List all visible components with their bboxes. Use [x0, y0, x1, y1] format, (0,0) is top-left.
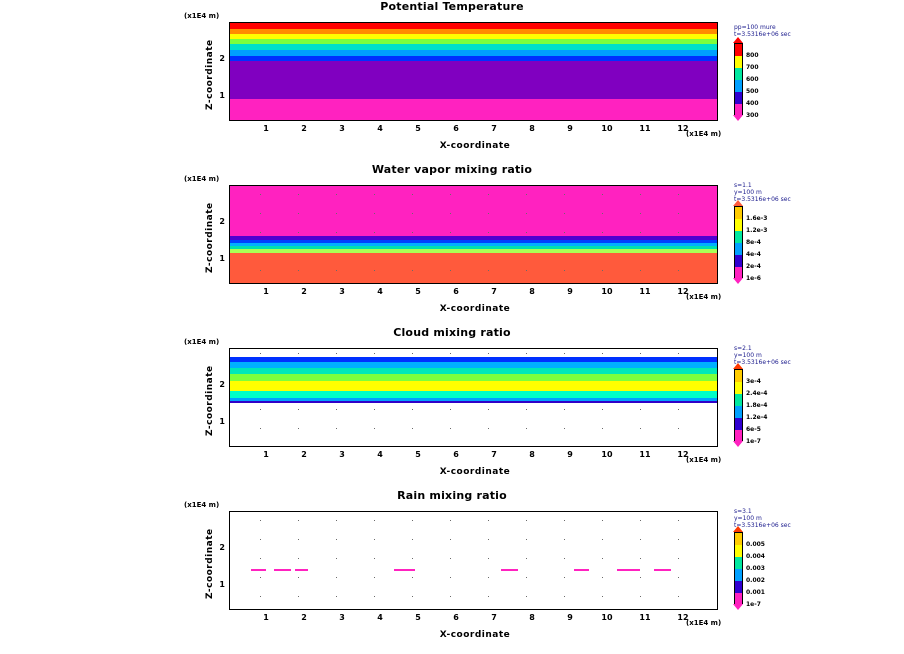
panel-rain-mixing-ratio [0, 489, 904, 654]
x-tick-label: 11 [639, 287, 651, 296]
x-tick-label: 7 [491, 124, 497, 133]
x-tick-label: 2 [301, 124, 307, 133]
colorbar-tick-label: 600 [746, 76, 759, 83]
annotation-line: pp=100 mure [734, 24, 776, 31]
colorbar-segment [735, 406, 742, 418]
y-unit-label: (x1E4 m) [184, 175, 220, 183]
colorbar-segment [735, 44, 742, 56]
colorbar-tick-label: 1.6e-3 [746, 215, 768, 222]
plot-area [229, 185, 718, 284]
colorbar-under-arrow [733, 115, 743, 121]
x-tick-label: 1 [263, 613, 269, 622]
x-tick-label: 11 [639, 613, 651, 622]
y-unit-label: (x1E4 m) [184, 12, 220, 20]
x-tick-label: 3 [339, 450, 345, 459]
annotation-line: y=100 m [734, 189, 762, 196]
y-tick-label: 1 [219, 91, 225, 100]
x-unit-label: (x1E4 m) [686, 293, 722, 301]
colorbar [734, 43, 743, 115]
colorbar-tick-label: 700 [746, 64, 759, 71]
x-axis-label: X-coordinate [439, 467, 511, 477]
colorbar-tick-label: 0.003 [746, 565, 765, 572]
x-tick-label: 10 [601, 124, 613, 133]
y-axis-label: Z-coordinate [205, 528, 215, 599]
colorbar-segment [735, 68, 742, 80]
annotation-line: s=2.1 [734, 345, 752, 352]
colorbar-segment [735, 56, 742, 68]
contour-band [230, 61, 717, 99]
x-tick-label: 12 [677, 450, 689, 459]
colorbar-tick-label: 400 [746, 100, 759, 107]
x-tick-label: 4 [377, 450, 383, 459]
x-unit-label: (x1E4 m) [686, 130, 722, 138]
colorbar-tick-label: 0.004 [746, 553, 765, 560]
annotation-line: t=3.5316e+06 sec [734, 196, 791, 203]
x-tick-label: 11 [639, 450, 651, 459]
x-tick-label: 5 [415, 124, 421, 133]
colorbar-segment [735, 557, 742, 569]
x-tick-label: 6 [453, 287, 459, 296]
x-tick-label: 2 [301, 287, 307, 296]
plot-area [229, 22, 718, 121]
colorbar-tick-label: 1e-7 [746, 438, 761, 445]
panel-title: Potential Temperature [380, 0, 524, 13]
x-tick-label: 8 [529, 613, 535, 622]
y-tick-label: 1 [219, 254, 225, 263]
colorbar-segment [735, 581, 742, 593]
colorbar-segment [735, 418, 742, 430]
colorbar-segment [735, 255, 742, 267]
y-tick-label: 2 [219, 217, 225, 226]
x-tick-label: 6 [453, 450, 459, 459]
colorbar-tick-label: 6e-5 [746, 426, 761, 433]
plot-area [229, 511, 718, 610]
y-tick-label: 2 [219, 380, 225, 389]
x-axis-label: X-coordinate [439, 630, 511, 640]
colorbar-segment [735, 219, 742, 231]
x-tick-label: 5 [415, 287, 421, 296]
colorbar-tick-label: 1.2e-3 [746, 227, 768, 234]
x-tick-label: 7 [491, 287, 497, 296]
colorbar-tick-label: 300 [746, 112, 759, 119]
x-tick-label: 1 [263, 287, 269, 296]
x-tick-label: 12 [677, 613, 689, 622]
x-tick-label: 3 [339, 124, 345, 133]
x-tick-label: 1 [263, 450, 269, 459]
colorbar [734, 206, 743, 278]
y-tick-label: 2 [219, 543, 225, 552]
y-tick-label: 2 [219, 54, 225, 63]
x-tick-label: 7 [491, 613, 497, 622]
plot-area [229, 348, 718, 447]
colorbar-segment [735, 370, 742, 382]
annotation-line: t=3.5316e+06 sec [734, 522, 791, 529]
colorbar-segment [735, 231, 742, 243]
x-tick-label: 8 [529, 450, 535, 459]
panel-potential-temperature [0, 0, 904, 160]
colorbar [734, 369, 743, 441]
colorbar-tick-label: 2e-4 [746, 263, 761, 270]
colorbar-segment [735, 382, 742, 394]
annotation-line: t=3.5316e+06 sec [734, 31, 791, 38]
dot-grid-overlay [230, 349, 717, 446]
x-tick-label: 2 [301, 613, 307, 622]
y-unit-label: (x1E4 m) [184, 501, 220, 509]
panel-water-vapor-mixing-ratio [0, 163, 904, 323]
colorbar-tick-label: 8e-4 [746, 239, 761, 246]
x-unit-label: (x1E4 m) [686, 456, 722, 464]
colorbar-tick-label: 1e-7 [746, 601, 761, 608]
contour-band [230, 99, 717, 121]
x-tick-label: 5 [415, 613, 421, 622]
y-axis-label: Z-coordinate [205, 365, 215, 436]
colorbar-under-arrow [733, 441, 743, 447]
colorbar-segment [735, 92, 742, 104]
x-unit-label: (x1E4 m) [686, 619, 722, 627]
annotation-line: s=1.1 [734, 182, 752, 189]
colorbar-tick-label: 1.2e-4 [746, 414, 768, 421]
x-tick-label: 4 [377, 613, 383, 622]
y-tick-label: 1 [219, 580, 225, 589]
annotation-line: y=100 m [734, 352, 762, 359]
x-tick-label: 12 [677, 124, 689, 133]
panel-title: Rain mixing ratio [397, 489, 507, 502]
x-tick-label: 8 [529, 124, 535, 133]
x-tick-label: 9 [567, 287, 573, 296]
colorbar-tick-label: 0.002 [746, 577, 765, 584]
x-tick-label: 3 [339, 287, 345, 296]
x-tick-label: 6 [453, 613, 459, 622]
x-tick-label: 8 [529, 287, 535, 296]
x-tick-label: 2 [301, 450, 307, 459]
colorbar-segment [735, 569, 742, 581]
y-axis-label: Z-coordinate [205, 202, 215, 273]
x-tick-label: 11 [639, 124, 651, 133]
colorbar-tick-label: 800 [746, 52, 759, 59]
colorbar-segment [735, 80, 742, 92]
colorbar-under-arrow [733, 278, 743, 284]
colorbar-segment [735, 533, 742, 545]
dot-grid-overlay [230, 186, 717, 283]
annotation-line: t=3.5316e+06 sec [734, 359, 791, 366]
colorbar [734, 532, 743, 604]
x-tick-label: 9 [567, 124, 573, 133]
panel-title: Cloud mixing ratio [393, 326, 511, 339]
y-tick-label: 1 [219, 417, 225, 426]
colorbar-segment [735, 545, 742, 557]
colorbar-tick-label: 0.001 [746, 589, 765, 596]
colorbar-tick-label: 1e-6 [746, 275, 761, 282]
dot-grid-overlay [230, 512, 717, 609]
x-tick-label: 10 [601, 450, 613, 459]
x-tick-label: 12 [677, 287, 689, 296]
colorbar-tick-label: 4e-4 [746, 251, 761, 258]
x-tick-label: 7 [491, 450, 497, 459]
colorbar-tick-label: 3e-4 [746, 378, 761, 385]
x-tick-label: 6 [453, 124, 459, 133]
annotation-line: y=100 m [734, 515, 762, 522]
colorbar-tick-label: 500 [746, 88, 759, 95]
colorbar-segment [735, 243, 742, 255]
x-axis-label: X-coordinate [439, 141, 511, 151]
colorbar-segment [735, 394, 742, 406]
x-tick-label: 3 [339, 613, 345, 622]
annotation-line: s=3.1 [734, 508, 752, 515]
colorbar-segment [735, 207, 742, 219]
y-unit-label: (x1E4 m) [184, 338, 220, 346]
colorbar-tick-label: 0.005 [746, 541, 765, 548]
x-tick-label: 4 [377, 287, 383, 296]
x-axis-label: X-coordinate [439, 304, 511, 314]
x-tick-label: 1 [263, 124, 269, 133]
x-tick-label: 4 [377, 124, 383, 133]
x-tick-label: 10 [601, 613, 613, 622]
colorbar-tick-label: 1.8e-4 [746, 402, 768, 409]
panel-title: Water vapor mixing ratio [371, 163, 533, 176]
colorbar-tick-label: 2.4e-4 [746, 390, 768, 397]
x-tick-label: 9 [567, 450, 573, 459]
panel-cloud-mixing-ratio [0, 326, 904, 486]
colorbar-under-arrow [733, 604, 743, 610]
y-axis-label: Z-coordinate [205, 39, 215, 110]
x-tick-label: 5 [415, 450, 421, 459]
x-tick-label: 10 [601, 287, 613, 296]
x-tick-label: 9 [567, 613, 573, 622]
